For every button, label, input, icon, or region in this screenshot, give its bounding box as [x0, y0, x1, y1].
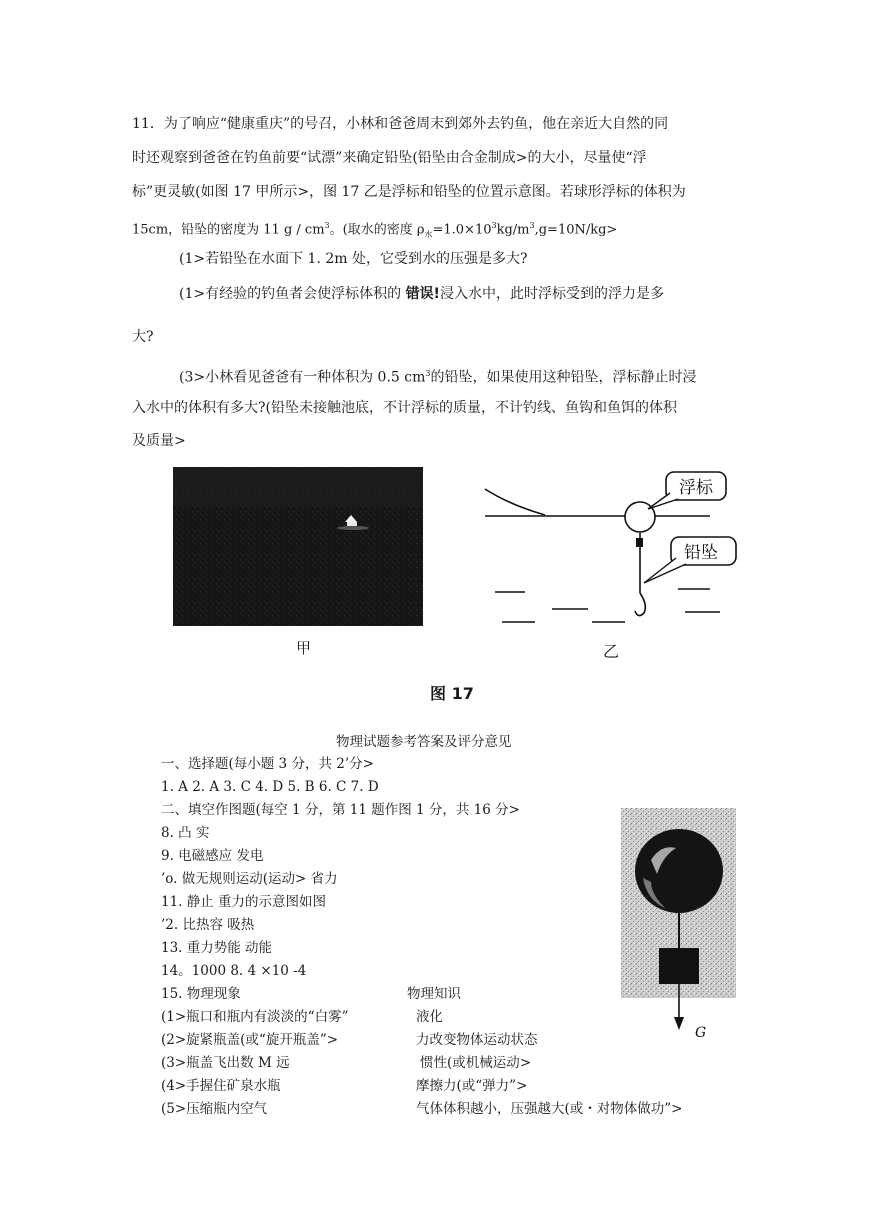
table-row-phenomenon: (3>瓶盖飞出数 M 远 — [161, 1055, 290, 1071]
sinker — [636, 538, 643, 547]
sub-question-3-line-2: 入水中的体积有多大?(铅坠未接触池底，不计浮标的质量，不计钓线、鱼钩和鱼饵的体积 — [132, 400, 677, 416]
sub-question-1: (1>若铅坠在水面下 1. 2m 处，它受到水的压强是多大? — [179, 251, 528, 267]
error-field: 错误! — [405, 286, 440, 302]
photo-fishing-float — [173, 467, 423, 626]
table-row-knowledge: 摩擦力(或“弹力”> — [416, 1078, 528, 1094]
table-row-knowledge: 惯性(或机械运动> — [420, 1055, 532, 1071]
answer-line: 9. 电磁感应 发电 — [161, 848, 264, 864]
sub-question-2: (1>有经验的钓鱼者会使浮标体积的 错误!浸入水中，此时浮标受到的浮力是多 — [179, 286, 664, 302]
figure-label-yi: 乙 — [603, 642, 620, 661]
sub-question-2-end: 大? — [132, 329, 154, 345]
force-label-g: G — [695, 1025, 707, 1040]
answer-line: 一、选择题(每小题 3 分，共 2’分> — [161, 756, 374, 772]
answer-line: 15. 物理现象 — [161, 986, 241, 1002]
float-sinker-diagram — [480, 465, 750, 635]
fish-hook — [635, 593, 645, 616]
answer-line: 11. 静止 重力的示意图如图 — [161, 894, 327, 910]
table-row-phenomenon: (5>压缩瓶内空气 — [161, 1101, 268, 1117]
callout-sinker-label: 铅坠 — [684, 543, 718, 563]
table-row-phenomenon: (4>手握住矿泉水瓶 — [161, 1078, 281, 1094]
question-line-2: 时还观察到爸爸在钓鱼前要“试漂”来确定铅坠(铅坠由合金制成>的大小，尽量使“浮 — [132, 150, 647, 166]
arrow-down-icon — [674, 1017, 684, 1030]
figure-caption: 图 17 — [430, 684, 474, 703]
answer-line: 14。1000 8. 4 ×10 -4 — [161, 963, 307, 979]
table-header-knowledge: 物理知识 — [407, 986, 461, 1002]
answer-line: 二、填空作图题(每空 1 分，第 11 题作图 1 分，共 16 分> — [161, 802, 520, 818]
callout-float-label: 浮标 — [679, 478, 713, 498]
answer-line: ’2. 比热容 吸热 — [161, 917, 255, 933]
table-row-knowledge: 气体体积越小，压强越大(或・对物体做功”> — [416, 1101, 683, 1117]
answer-line: ’o. 做无规则运动(运动> 省力 — [161, 871, 338, 887]
question-line-4: 15cm，铅坠的密度为 11 g / $cm^3$。(取水的密度 $\rho_水=1.0\times 10^3kg/m^3,g=10N/kg>$ — [132, 221, 618, 239]
answer-line: 1. A 2. A 3. C 4. D 5. B 6. C 7. D — [161, 779, 379, 795]
table-row-phenomenon: (1>瓶口和瓶内有淡淡的“白雾” — [161, 1009, 349, 1025]
table-row-knowledge: 液化 — [416, 1009, 443, 1025]
figure-label-jia: 甲 — [296, 639, 312, 657]
table-row-knowledge: 力改变物体运动状态 — [416, 1032, 538, 1048]
sub-question-3: (3>小林看见爸爸有一种体积为 0.5 $cm^3$的铅坠，如果使用这种铅坠，浮标静止时浸 — [179, 369, 697, 386]
block — [659, 948, 699, 984]
sub-question-3-line-3: 及质量> — [132, 433, 186, 449]
question-line-3: 标”更灵敏(如图 17 甲所示>，图 17 乙是浮标和铅坠的位置示意图。若球形浮标的体积为 — [132, 184, 686, 200]
shore-line — [485, 489, 545, 515]
answer-title: 物理试题参考答案及评分意见 — [336, 734, 512, 750]
answer-line: 13. 重力势能 动能 — [161, 940, 273, 956]
gravity-diagram — [621, 808, 736, 1040]
question-line-1: 11．为了响应“健康重庆”的号召，小林和爸爸周末到郊外去钓鱼，他在亲近大自然的同 — [132, 116, 669, 132]
table-row-phenomenon: (2>旋紧瓶盖(或“旋开瓶盖”> — [161, 1032, 339, 1048]
answer-line: 8. 凸 实 — [161, 825, 210, 841]
